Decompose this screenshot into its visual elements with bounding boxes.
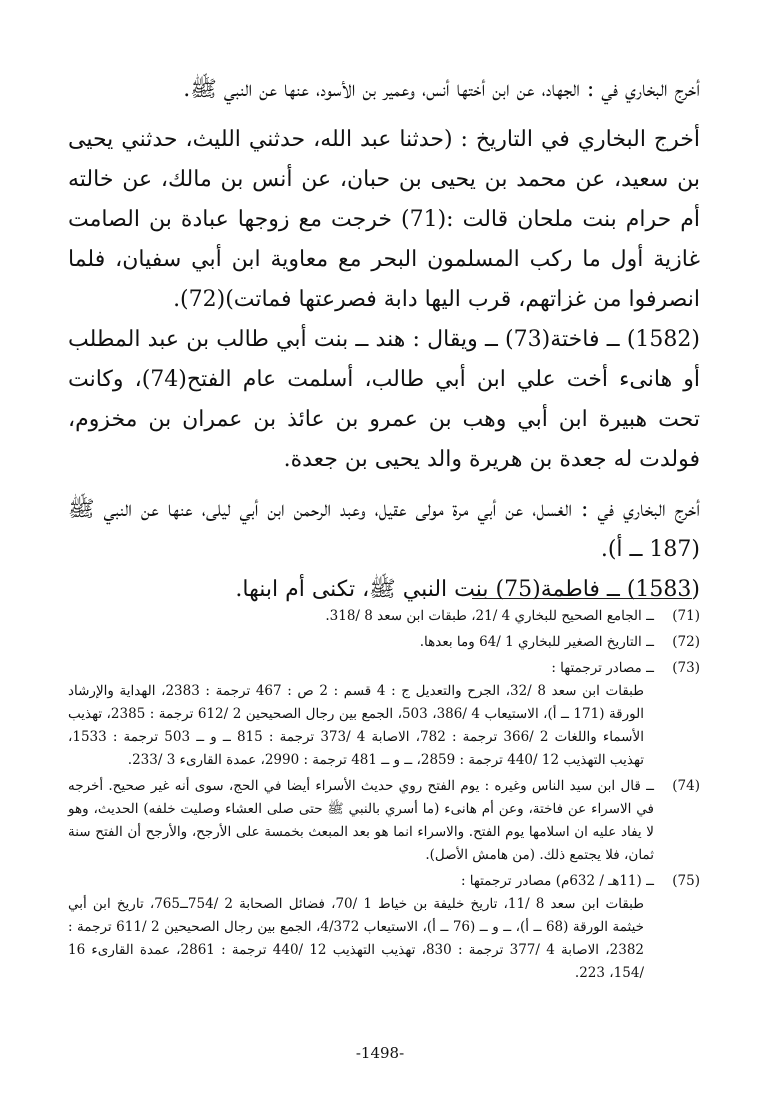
footnote-text: ــ (11هـ / 632م) مصادر ترجمتها : xyxy=(460,873,654,889)
footnote-number: (75) xyxy=(672,873,700,889)
footnote-sources: طبقات ابن سعد 8 /32، الجرح والتعديل ج : 4 قسم : 2 ص : 467 ترجمة : 2383، الهداية والإرشاد الورقة (171 ــ أ)، الاستيعاب 4 /386، 503، الجمع بين رجال الصحيحين 2 /612 ترجمة : 2385، تهذيب الأسماء واللغات 2 /366 ترجمة : 782، الاصابة 4 /373 ترجمة : 815 ــ و ــ 503 ترجمة : 1533، تهذيب التهذيب 12 /440 ترجمة : 2859، ــ و ــ 481 ترجمة : 2990، عمدة القارىء 3 /233. xyxy=(68,683,644,768)
page-number: -1498- xyxy=(355,1044,405,1062)
footnote-75 xyxy=(68,870,700,985)
footnote-73 xyxy=(68,657,700,772)
footnote-72 xyxy=(68,631,700,654)
footnote-number: (72) xyxy=(672,634,700,650)
footnote-text: ــ الجامع الصحيح للبخاري 4 /21، طبقات ابن سعد 8 /318. xyxy=(325,608,654,624)
main-text xyxy=(68,70,700,610)
paragraph-hadith-ghusl: أخرج البخاري في : الغسل، عن أبي مرة مولى عقيل، وعبد الرحمن ابن أبي ليلى، عنها عن النبي ﷺ (187 ــ أ). xyxy=(68,497,700,562)
footnote-number: (73) xyxy=(672,660,700,676)
footnote-74 xyxy=(68,775,700,867)
footnote-71 xyxy=(68,605,700,628)
footnotes xyxy=(68,605,700,985)
footnote-text: ــ التاريخ الصغير للبخاري 1 /64 وما بعدها. xyxy=(419,634,654,650)
footnote-text: ــ قال ابن سيد الناس وغيره : يوم الفتح روي حديث الأسراء أيضا في الحج، سوى أنه غير صحيح. أخرجه في الاسراء عن فاختة، وعن أم هانىء (ما أسري بالنبي ﷺ حتى صلى العشاء وصليت خلفه) الحديث، وهو لا يفاد عليه ان اسلامها يوم الفتح. والاسراء انما هو بعد المبعث بخمسة على الأرجح، والأرجح أن الفتح سنة ثمان، فلا يجتمع ذلك. (من هامش الأصل). xyxy=(68,778,654,863)
footnote-number: (74) xyxy=(672,778,700,794)
footnote-sources: طبقات ابن سعد 8 /11، تاريخ خليفة بن خياط 1 /70، فضائل الصحابة 2 /754ــ765، تاريخ ابن أبي خيثمة الورقة (68 ــ أ)، ــ و ــ (76 ــ أ)، الاستيعاب 4/372، الجمع بين رجال الصحيحين 2 /611 ترجمة : 2382، الاصابة 4 /377 ترجمة : 830، تهذيب التهذيب 12 /440 ترجمة : 2861، عمدة القارىء 16 /154، 223. xyxy=(68,896,645,981)
paragraph-hadith-jihad: أخرج البخاري في : الجهاد، عن ابن أختها أنس، وعمير بن الأسود، عنها عن النبي ﷺ. xyxy=(183,77,700,102)
footnote-divider xyxy=(472,598,692,599)
footnote-text: ــ مصادر ترجمتها : xyxy=(551,660,654,676)
entry-1583-fatima: (1583) ــ فاطمة(75) بنت النبي ﷺ، تكنى أم ابنها. xyxy=(235,577,700,602)
entry-1582-fakhita: (1582) ــ فاختة(73) ــ ويقال : هند ــ بنت أبي طالب بن عبد المطلب أو هانىء أخت علي ابن أبي طالب، أسلمت عام الفتح(74)، وكانت تحت هبيرة ابن أبي وهب بن عمرو بن عائذ بن عمران بن مخزوم، فولدت له جعدة بن هريرة والد يحيى بن جعدة. xyxy=(68,327,701,472)
paragraph-tarikh-narration: أخرج البخاري في التاريخ : (حدثنا عبد الله، حدثني الليث، حدثني يحيى بن سعيد، عن محمد بن يحيى بن حبان، عن أنس بن مالك، عن خالته أم حرام بنت ملحان قالت :(71) خرجت مع زوجها عبادة بن الصامت غازية أول ما ركب المسلمون البحر مع معاوية ابن أبي سفيان، فلما انصرفوا من غزاتهم، قرب اليها دابة فصرعتها فماتت)(72). xyxy=(68,127,701,312)
footnote-number: (71) xyxy=(672,608,700,624)
